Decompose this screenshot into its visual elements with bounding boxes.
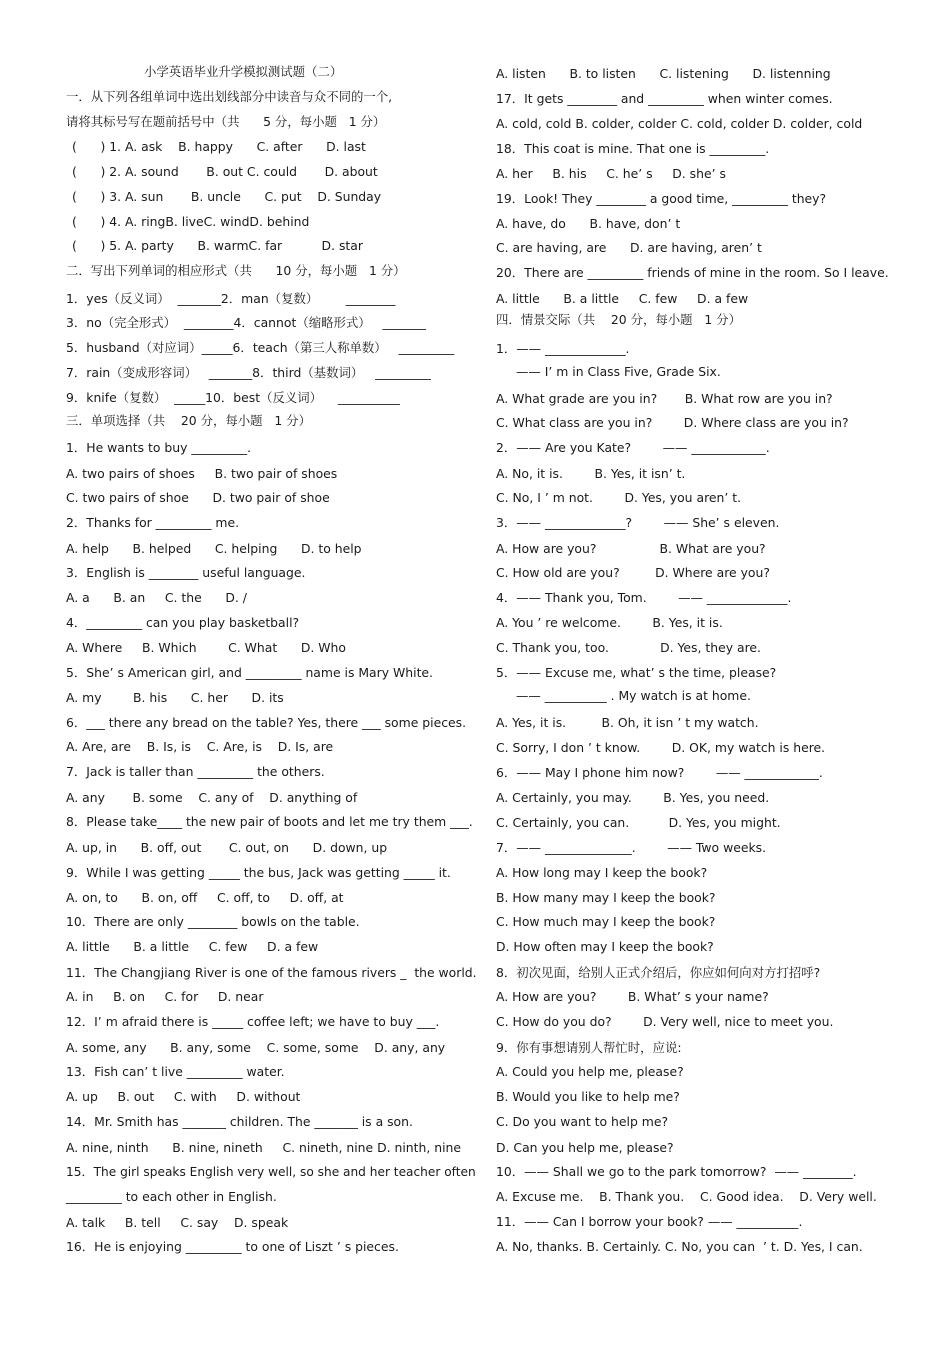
text-line: A. How are you? B. What’ s your name? [496, 989, 769, 1004]
text-line: ( ) 4. A. ringB. liveC. windD. behind [72, 214, 310, 229]
text-line: C. How old are you? D. Where are you? [496, 565, 770, 580]
text-line: 17．It gets ________ and _________ when winter comes. [496, 91, 833, 106]
text-line: 10．There are only ________ bowls on the table. [66, 914, 360, 929]
text-line: 14．Mr. Smith has _______ children. The _______ is a son. [66, 1114, 413, 1129]
text-line: 16．He is enjoying _________ to one of Liszt ’ s pieces. [66, 1239, 399, 1254]
text-line: 10．—— Shall we go to the park tomorrow? —— ________. [496, 1164, 857, 1179]
text-line: A. on, to B. on, off C. off, to D. off, at [66, 890, 344, 905]
text-line: 1．He wants to buy _________. [66, 440, 252, 455]
text-line: 请将其标号写在题前括号中（共 5 分，每小题 1 分） [66, 114, 386, 129]
text-line: A. No, thanks. B. Certainly. C. No, you can ’ t. D. Yes, I can. [496, 1239, 863, 1254]
text-line: 4．_________ can you play basketball? [66, 615, 300, 630]
text-line: A. listen B. to listen C. listening D. listenning [496, 66, 831, 81]
text-line: 15．The girl speaks English very well, so she and her teacher often [66, 1164, 476, 1179]
text-line: 3．no（完全形式） ________4．cannot（缩略形式） _______ [66, 315, 426, 330]
text-line: D. How often may I keep the book? [496, 939, 714, 954]
text-line: 二．写出下列单词的相应形式（共 10 分，每小题 1 分） [66, 263, 406, 278]
text-line: A. Certainly, you may. B. Yes, you need. [496, 790, 770, 805]
text-line: A. have, do B. have, don’ t [496, 216, 681, 231]
text-line: 7．—— ______________. —— Two weeks. [496, 840, 767, 855]
text-line: 11．The Changjiang River is one of the famous rivers _ the world. [66, 965, 477, 980]
text-line: 小学英语毕业升学模拟测试题（二） [144, 64, 343, 79]
text-line: A. Are, are B. Is, is C. Are, is D. Is, are [66, 739, 334, 754]
text-line: 7．rain（变成形容词） _______8．third（基数词） _________ [66, 365, 431, 380]
text-line: 一．从下列各组单词中选出划线部分中读音与众不同的一个, [66, 89, 393, 104]
text-line: 13．Fish can’ t live _________ water. [66, 1064, 285, 1079]
text-line: 2．—— Are you Kate? —— ____________. [496, 440, 770, 455]
text-line: A. No, it is. B. Yes, it isn’ t. [496, 466, 686, 481]
text-line: C. Sorry, I don ’ t know. D. OK, my watch is here. [496, 740, 826, 755]
text-line: ( ) 1. A. ask B. happy C. after D. last [72, 139, 366, 154]
text-line: C. How much may I keep the book? [496, 914, 716, 929]
text-line: C. two pairs of shoe D. two pair of shoe [66, 490, 330, 505]
text-line: A. Could you help me, please? [496, 1064, 684, 1079]
text-line: A. What grade are you in? B. What row are you in? [496, 391, 833, 406]
text-line: A. any B. some C. any of D. anything of [66, 790, 358, 805]
text-line: A. little B. a little C. few D. a few [496, 291, 749, 306]
text-line: ( ) 2. A. sound B. out C. could D. about [72, 164, 378, 179]
text-line: 三．单项选择（共 20 分，每小题 1 分） [66, 413, 311, 428]
text-line: A. in B. on C. for D. near [66, 989, 264, 1004]
text-line: 11．—— Can I borrow your book? —— __________. [496, 1214, 803, 1229]
text-line: —— __________ . My watch is at home. [516, 688, 751, 703]
text-line: A. up, in B. off, out C. out, on D. down, up [66, 840, 388, 855]
text-line: ( ) 5. A. party B. warmC. far D. star [72, 238, 363, 253]
text-line: A. How are you? B. What are you? [496, 541, 766, 556]
text-line: 7．Jack is taller than _________ the others. [66, 764, 325, 779]
text-line: 9．While I was getting _____ the bus, Jack was getting _____ it. [66, 865, 451, 880]
text-line: 6．___ there any bread on the table? Yes, there ___ some pieces. [66, 715, 467, 730]
text-line: A. a B. an C. the D. / [66, 590, 247, 605]
text-line: A. two pairs of shoes B. two pair of shoes [66, 466, 338, 481]
text-line: B. Would you like to help me? [496, 1089, 680, 1104]
text-line: D. Can you help me, please? [496, 1140, 674, 1155]
text-line: 20．There are _________ friends of mine in the room. So I leave. [496, 265, 889, 280]
text-line: 3．English is ________ useful language. [66, 565, 306, 580]
text-line: 1．yes（反义词） _______2．man（复数） ________ [66, 291, 396, 306]
text-line: 18．This coat is mine. That one is _________. [496, 141, 770, 156]
text-line: A. Yes, it is. B. Oh, it isn ’ t my watch. [496, 715, 759, 730]
text-line: 9．你有事想请别人帮忙时，应说: [496, 1040, 682, 1055]
text-line: 5．husband（对应词）_____6．teach（第三人称单数） _________ [66, 340, 455, 355]
text-line: C. No, I ’ m not. D. Yes, you aren’ t. [496, 490, 742, 505]
text-line: 4．—— Thank you, Tom. —— _____________. [496, 590, 792, 605]
text-line: A. some, any B. any, some C. some, some D. any, any [66, 1040, 446, 1055]
text-line: A. talk B. tell C. say D. speak [66, 1215, 289, 1230]
text-line: A. How long may I keep the book? [496, 865, 708, 880]
text-line: 9．knife（复数） _____10．best（反义词） __________ [66, 390, 400, 405]
text-line: 19．Look! They ________ a good time, _________ they? [496, 191, 827, 206]
text-line: A. help B. helped C. helping D. to help [66, 541, 362, 556]
text-line: 12．I’ m afraid there is _____ coffee left; we have to buy ___. [66, 1014, 440, 1029]
text-line: A. up B. out C. with D. without [66, 1089, 301, 1104]
text-line: _________ to each other in English. [66, 1189, 277, 1204]
text-line: 5．—— Excuse me, what’ s the time, please? [496, 665, 777, 680]
text-line: B. How many may I keep the book? [496, 890, 716, 905]
text-line: A. my B. his C. her D. its [66, 690, 284, 705]
text-line: 8．Please take____ the new pair of boots and let me try them ___. [66, 814, 473, 829]
text-line: A. Excuse me. B. Thank you. C. Good idea. D. Very well. [496, 1189, 877, 1204]
text-line: —— I’ m in Class Five, Grade Six. [516, 364, 721, 379]
text-line: A. cold, cold B. colder, colder C. cold, colder D. colder, cold [496, 116, 863, 131]
text-line: C. What class are you in? D. Where class are you in? [496, 415, 849, 430]
text-line: C. Do you want to help me? [496, 1114, 669, 1129]
text-line: 2．Thanks for _________ me. [66, 515, 240, 530]
text-line: 1．—— _____________. [496, 341, 630, 356]
text-line: C. Certainly, you can. D. Yes, you might. [496, 815, 781, 830]
text-line: 6．—— May I phone him now? —— ____________. [496, 765, 823, 780]
text-line: C. Thank you, too. D. Yes, they are. [496, 640, 761, 655]
text-line: A. little B. a little C. few D. a few [66, 939, 319, 954]
text-line: A. Where B. Which C. What D. Who [66, 640, 346, 655]
text-line: 5．She’ s American girl, and _________ name is Mary White. [66, 665, 433, 680]
text-line: 四．情景交际（共 20 分，每小题 1 分） [496, 312, 741, 327]
text-line: A. You ’ re welcome. B. Yes, it is. [496, 615, 723, 630]
text-line: ( ) 3. A. sun B. uncle C. put D. Sunday [72, 189, 382, 204]
text-line: C. are having, are D. are having, aren’ t [496, 240, 762, 255]
text-line: C. How do you do? D. Very well, nice to meet you. [496, 1014, 834, 1029]
text-line: 8．初次见面，给别人正式介绍后，你应如何向对方打招呼? [496, 965, 821, 980]
text-line: A. nine, ninth B. nine, nineth C. nineth, nine D. ninth, nine [66, 1140, 462, 1155]
text-line: 3．—— _____________? —— She’ s eleven. [496, 515, 780, 530]
text-line: A. her B. his C. he’ s D. she’ s [496, 166, 726, 181]
